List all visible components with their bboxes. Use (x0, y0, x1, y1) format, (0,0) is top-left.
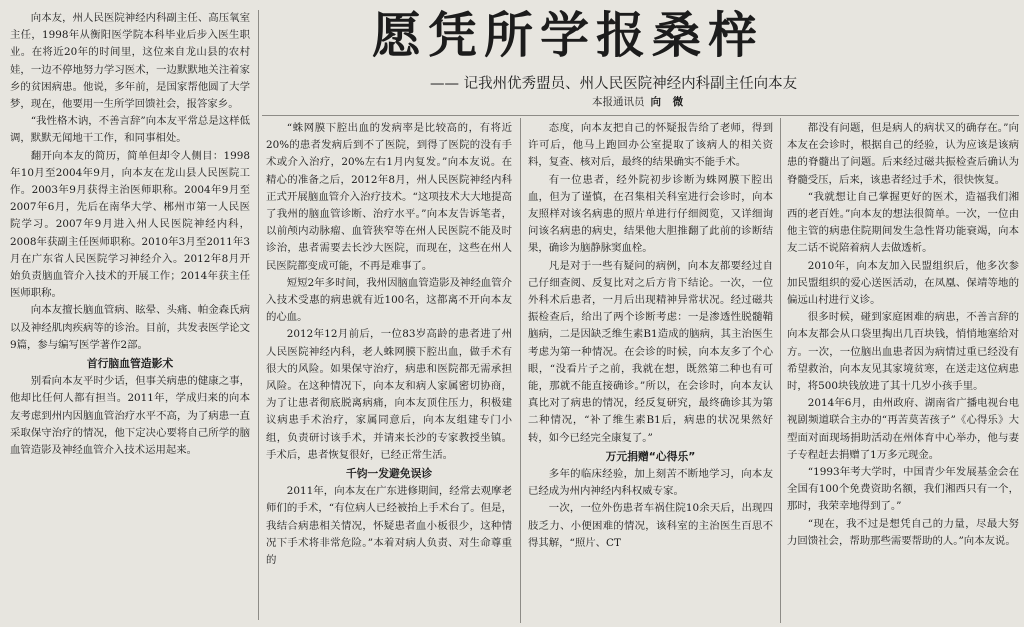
byline-prefix: 本报通讯员 (592, 96, 645, 108)
column-3 (528, 120, 773, 625)
section-heading: 首行脑血管造影术 (86, 357, 174, 371)
paragraph: 2014年6月，由州政府、湖南省广播电视台电视剧频道联合主办的“再苦莫苦孩子”《心得乐》大型面对面现场捐助活动在州体育中心举办，他与妻子专程赶去捐赠了1万多元现金。 (787, 397, 1019, 461)
paragraph: “1993年考大学时，中国青少年发展基金会在全国有100个免费资助名额，我们湘西只有一个，那时，我荣幸地得到了。” (787, 466, 1019, 513)
paragraph: “蛛网膜下腔出血的发病率是比较高的，有将近20%的患者发病后到不了医院，到得了医院的没有手术或介入治疗，20%左右1月内复发。”向本友说。在精心的准备之后，2012年8月，州人民医院神经内科正式开展脑血管介入治疗技术。“这项技术大大地提高了我州的脑血管诊断、治疗水平。”向本友告诉笔者，以前颅内动脉瘤、血管狭窄等在州人民医院不能及时诊治，患者需要去长沙大医院，而现在，这些在州人民医院都变成可能，不再是难事了。 (266, 122, 512, 272)
paragraph: 一次，一位外伤患者车祸住院10余天后，出现四肢乏力、小便困难的情况，该科室的主治医生百思不得其解，“照片、CT (528, 502, 773, 549)
paragraph: 态度，向本友把自己的怀疑报告给了老师，得到许可后，他马上跑回办公室提取了该病人的相关资料，复查、核对后，最终的结果确实不能手术。 (528, 122, 773, 169)
paragraph: 都没有问题，但是病人的病状又的确存在。”向本友在会诊时，根据自己的经验，认为应该是该病患的脊髓出了问题。后来经过磁共振检查后确认为脊髓受压，后来，该患者经过手术，很快恢复。 (787, 122, 1019, 186)
column-2 (266, 120, 512, 625)
column-divider (520, 118, 521, 623)
paragraph: 很多时候，碰到家庭困难的病患，不善言辞的向本友都会从口袋里掏出几百块钱，悄悄地塞给对方。一次，一位脑出血患者因为病情过重已经没有希望救治，向本友见其家境贫寒，在送走这位病患时，将500块钱放进了其十几岁小孩手里。 (787, 311, 1019, 393)
column-divider (258, 10, 259, 620)
paragraph: 2010年，向本友加入民盟组织后，他多次参加民盟组织的爱心送医活动，在凤凰、保靖等地的偏远山村进行义诊。 (787, 259, 1019, 307)
paragraph: 短短2年多时间，我州因脑血管造影及神经血管介入技术受惠的病患就有近100名，这都离不开向本友的心血。 (266, 276, 512, 324)
section-heading: 万元捐赠“心得乐” (605, 449, 696, 463)
paragraph: 向本友，州人民医院神经内科副主任、高压氧室主任，1998年从衡阳医学院本科毕业后步入医生职业。在将近20年的时间里，这位来自龙山县的农村娃，一边不停地努力学习医术，一边默默地关注着家乡的贫困病患。他说，多年前，是国家帮他圆了大学梦，现在，他要用一生所学回馈社会，报答家乡。 (10, 12, 250, 111)
paragraph: 翻开向本友的简历，简单但却令人侧目：1998年10月至2004年9月，向本友在龙山县人民医院工作。2003年9月获得主治医师职称。2004年9月至2007年6月，先后在南华大学、郴州市第一人民医院学习。2007年9月进入州人民医院神经内科，2008年获副主任医师职称。2010年3月至2011年3月在广东省人民医院学习神经介入。2012年8月开始负责脑血管介入技术的开展工作；2014年获主任医师职称。 (10, 149, 250, 300)
header-rule (262, 115, 1019, 116)
paragraph: 2012年12月前后，一位83岁高龄的患者进了州人民医院神经内科，老人蛛网膜下腔出血，做手术有很大的风险。如果保守治疗，病患和医院都无需承担风险。在这种情况下，向本友和病人家属密切协商，为了让患者彻底脱离病痛，向本友顶住压力，积极建议病患手术治疗，家属同意后，向本友组建专门小组，负责研讨该手术，并请来长沙的专家教授坐镇。手术后，患者恢复很好，已经正常生活。 (266, 328, 512, 461)
paragraph: 向本友擅长脑血管病、眩晕、头痛、帕金森氏病以及神经肌肉疾病等的诊治。目前，共发表医学论文9篇，参与编写医学著作2部。 (10, 304, 250, 351)
paragraph: 多年的临床经验，加上刻苦不断地学习，向本友已经成为州内神经内科权威专家。 (528, 468, 773, 498)
byline (592, 95, 792, 110)
paragraph: 凡是对于一些有疑问的病例，向本友都要经过自己仔细查阅、反复比对之后方肯下结论。一次，一位外科术后患者，一月后出现精神异常状况。经过磁共振检查后，给出了两个诊断考虑：一是渗透性脱髓鞘脑病，二是因缺乏维生素B1造成的脑病，其主治医生考虑为第一种情况。在会诊的时候，向本友多了个心眼，“没看片子之前，我就在想，既然第二种也有可能，那就不能直接确诊。”所以，在会诊时，向本友认真比对了病患的情况，经反复研究，最终确诊其为第二种情况，“补了维生素B1后，病患的状况果然好转，如今已经完全康复了。” (528, 259, 773, 444)
section-heading: 千钧一发避免误诊 (345, 467, 433, 481)
paragraph: “我性格木讷，不善言辞”向本友平常总是这样低调，默默无闻地干工作，和同事相处。 (10, 115, 250, 145)
subheadline: —— 记我州优秀盟员、州人民医院神经内科副主任向本友 (430, 76, 798, 92)
paragraph: 有一位患者，经外院初步诊断为蛛网膜下腔出血，但为了谨慎，在召集相关科室进行会诊时，向本友照样对该名病患的照片单进行仔细阅览，又详细询问该名病患的病史，结果他大胆推翻了此前的诊断结果，确诊为脑静脉窦血栓。 (528, 173, 773, 255)
byline-author: 向 微 (650, 96, 688, 108)
column-1 (10, 10, 250, 540)
column-divider (780, 118, 781, 623)
paragraph: 2011年，向本友在广东进修期间，经常去观摩老师们的手术，“有位病人已经被抬上手术台了。但是，我结合病患相关情况，怀疑患者血小板很少，这种情况下手术将非常危险。”本着对病人负责、对生命尊重的 (266, 485, 512, 567)
paragraph: 别看向本友平时少话，但事关病患的健康之事，他却比任何人都有担当。2011年，学成归来的向本友考虑到州内因脑血管治疗水平不高，为了病患一直采取保守治疗的情况，他下定决心要将自己所学的脑血管造影及神经血管介入技术运用起来。 (10, 375, 250, 457)
paragraph: “我就想让自己掌握更好的医术，造福我们湘西的老百姓。”向本友的想法很简单。一次，一位由他主管的病患住院期间发生急性肾功能衰竭，向本友二话不说陪着病人去做透析。 (787, 190, 1019, 255)
column-4 (787, 120, 1019, 625)
headline: 愿凭所学报桑梓 (372, 6, 765, 64)
paragraph: “现在，我不过是想凭自己的力量，尽最大努力回馈社会，帮助那些需要帮助的人。”向本友说。 (787, 517, 1019, 547)
